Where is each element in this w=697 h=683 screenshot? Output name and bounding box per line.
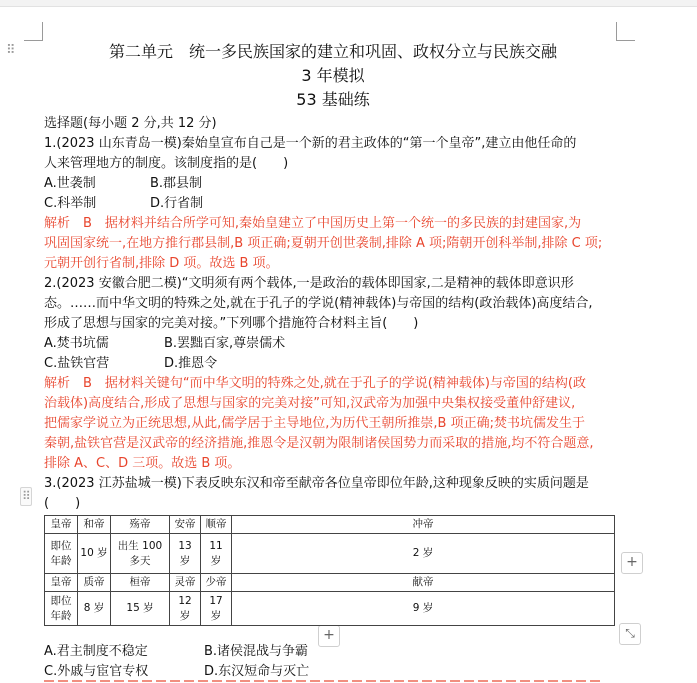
option-d: D.东汉短命与灭亡 [204, 664, 310, 679]
table-cell[interactable]: 顺帝 [201, 516, 232, 534]
option-c: C.外戚与宦官专权 [44, 664, 149, 679]
question-stem-line: 2.(2023 安徽合肥二模)“文明须有两个载体,一是政治的载体即国家,二是精神的载体即意识形 [44, 276, 574, 291]
table-cell[interactable]: 少帝 [201, 574, 232, 592]
analysis-line: 解析 B 据材料关键句“而中华文明的特殊之处,就在于孔子的学说(精神载体)与帝国的结构(政 [44, 376, 587, 391]
table-cell[interactable]: 17 岁 [201, 592, 232, 626]
margin-corner-mark-left [24, 22, 43, 41]
option-b: B.罢黜百家,尊崇儒术 [164, 336, 286, 351]
table-drag-handle-icon[interactable]: ⠿ [20, 487, 32, 506]
option-b: B.郡县制 [150, 176, 203, 191]
analysis-line: 排除 A、C、D 三项。故选 B 项。 [44, 456, 241, 471]
instructions: 选择题(每小题 2 分,共 12 分) [44, 116, 217, 131]
table-row [45, 592, 615, 626]
drag-handle-icon[interactable]: ⠿ [6, 43, 15, 58]
option-a: A.焚书坑儒 [44, 336, 109, 351]
analysis-line: 把儒家学说立为正统思想,从此,儒学居于主导地位,为历代王朝所推崇,B 项正确;焚书坑儒发生于 [44, 416, 585, 431]
section-heading: 53 基础练 [296, 90, 370, 109]
table-cell[interactable]: 9 岁 [232, 592, 615, 626]
table-resize-icon[interactable]: ⤡ [619, 623, 641, 645]
question-stem-line: 态。……而中华文明的特殊之处,就在于孔子的学说(精神载体)与帝国的结构(政治载体)高度结合, [44, 296, 593, 311]
subtitle: 3 年模拟 [301, 66, 365, 85]
question-stem-line: 3.(2023 江苏盐城一模)下表反映东汉和帝至献帝各位皇帝即位年龄,这种现象反映的实质问题是 [44, 476, 589, 491]
option-row [44, 174, 622, 194]
table-cell[interactable]: 皇帝 [45, 574, 78, 592]
margin-corner-mark-right [616, 22, 635, 41]
table-cell[interactable]: 灵帝 [170, 574, 201, 592]
option-row [44, 354, 622, 374]
question-2 [44, 274, 622, 474]
option-c: C.盐铁官营 [44, 356, 110, 371]
next-analysis-line-partial [44, 678, 604, 683]
table-cell[interactable]: 冲帝 [232, 516, 615, 534]
top-ruler [0, 0, 697, 7]
option-a: A.君主制度不稳定 [44, 644, 148, 659]
table-cell[interactable]: 15 岁 [111, 592, 170, 626]
option-row [44, 194, 622, 214]
question-stem-line: 1.(2023 山东青岛一模)秦始皇宣布自己是一个新的君主政体的“第一个皇帝”,建立由他任命的 [44, 136, 577, 151]
table-cell[interactable]: 13 岁 [170, 534, 201, 574]
table-cell[interactable]: 10 岁 [78, 534, 111, 574]
analysis-line: 秦朝,盐铁官营是汉武帝的经济措施,推恩令是汉朝为限制诸侯国势力而采取的措施,均不符合题意, [44, 436, 594, 451]
document-page [44, 40, 622, 682]
option-c: C.科举制 [44, 196, 97, 211]
table-cell[interactable]: 质帝 [78, 574, 111, 592]
table-cell[interactable]: 11 岁 [201, 534, 232, 574]
analysis-line: 元朝开创行省制,排除 D 项。故选 B 项。 [44, 256, 279, 271]
option-d: D.行省制 [150, 196, 204, 211]
question-1 [44, 134, 622, 274]
table-cell[interactable]: 即位年龄 [45, 592, 78, 626]
question-stem-line: 人来管理地方的制度。该制度指的是( ) [44, 156, 289, 171]
add-column-icon[interactable]: + [621, 552, 643, 574]
table-cell[interactable]: 12 岁 [170, 592, 201, 626]
add-row-icon[interactable]: + [318, 625, 340, 647]
analysis-line: 治载体)高度结合,形成了思想与国家的完美对接”可知,汉武帝为加强中央集权接受董仲舒建议, [44, 396, 576, 411]
question-3 [44, 474, 622, 682]
option-d: D.推恩令 [164, 356, 218, 371]
option-b: B.诸侯混战与争霸 [204, 644, 309, 659]
unit-title: 第二单元 统一多民族国家的建立和巩固、政权分立与民族交融 [108, 42, 557, 61]
question-stem-line: ( ) [44, 496, 81, 511]
emperor-age-table [44, 515, 615, 626]
option-a: A.世袭制 [44, 176, 96, 191]
table-cell[interactable]: 2 岁 [232, 534, 615, 574]
option-row [44, 334, 622, 354]
table-cell[interactable]: 即位年龄 [45, 534, 78, 574]
table-cell[interactable]: 和帝 [78, 516, 111, 534]
analysis-line: 解析 B 据材料并结合所学可知,秦始皇建立了中国历史上第一个统一的多民族的封建国家,为 [44, 216, 582, 231]
table-cell[interactable]: 安帝 [170, 516, 201, 534]
table-cell[interactable]: 殇帝 [111, 516, 170, 534]
table-row [45, 534, 615, 574]
table-row [45, 574, 615, 592]
table-cell[interactable]: 献帝 [232, 574, 615, 592]
analysis-line: 巩固国家统一,在地方推行郡县制,B 项正确;夏朝开创世袭制,排除 A 项;隋朝开创科举制,排除 C 项; [44, 236, 603, 251]
option-row [44, 642, 622, 662]
question-stem-line: 形成了思想与国家的完美对接。”下列哪个措施符合材料主旨( ) [44, 316, 419, 331]
table-cell[interactable]: 出生 100 多天 [111, 534, 170, 574]
table-cell[interactable]: 桓帝 [111, 574, 170, 592]
table-cell[interactable]: 皇帝 [45, 516, 78, 534]
table-row [45, 516, 615, 534]
table-cell[interactable]: 8 岁 [78, 592, 111, 626]
